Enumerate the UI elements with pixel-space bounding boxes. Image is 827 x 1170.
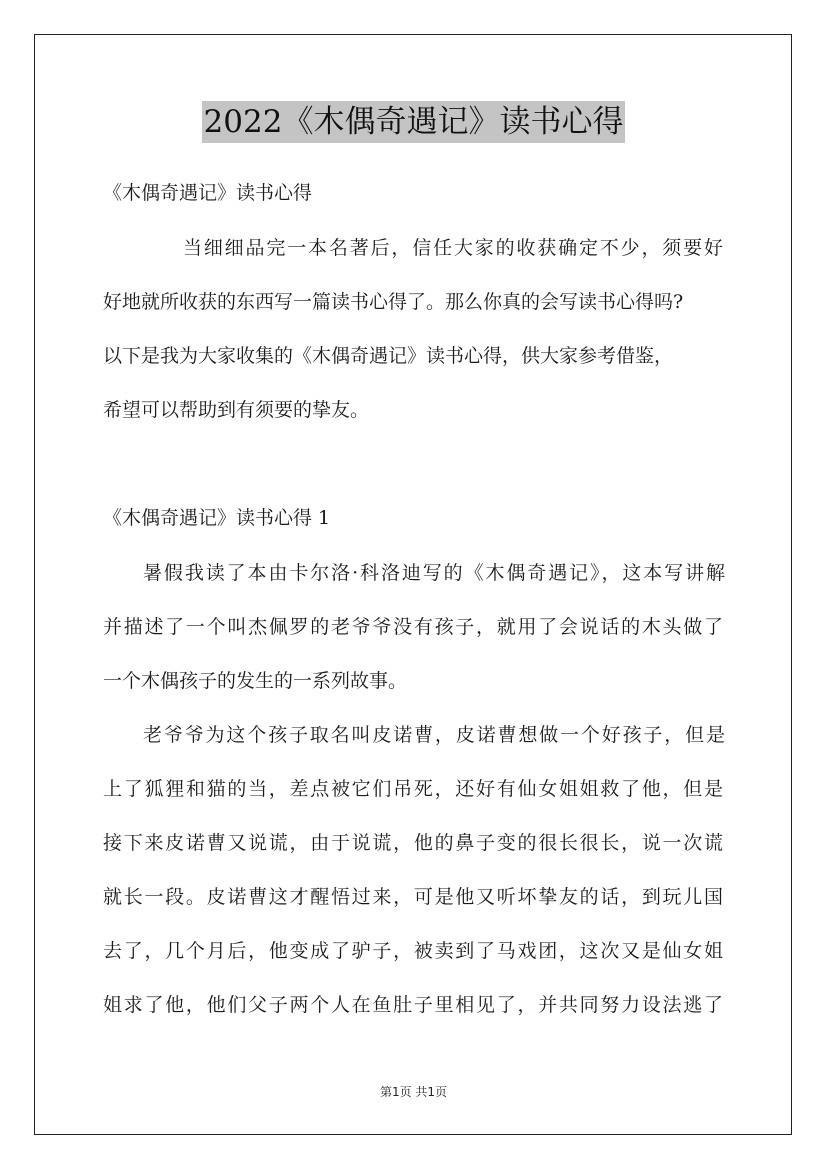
paragraph-line: 上了狐狸和猫的当，差点被它们吊死，还好有仙女姐姐救了他，但是 — [103, 778, 723, 800]
paragraph-line: 希望可以帮助到有须要的挚友。 — [103, 399, 370, 421]
paragraph-line: 以下是我为大家收集的《木偶奇遇记》读书心得，供大家参考借鉴， — [103, 345, 674, 367]
paragraph-line: 去了，几个月后，他变成了驴子，被卖到了马戏团，这次又是仙女姐 — [103, 940, 723, 962]
paragraph-line: 好地就所收获的东西写一篇读书心得了。那么你真的会写读书心得吗? — [103, 291, 684, 313]
paragraph-line: 姐求了他，他们父子两个人在鱼肚子里相见了，并共同努力设法逃了 — [103, 994, 723, 1016]
paragraph-line: 老爷爷为这个孩子取名叫皮诺曹，皮诺曹想做一个好孩子，但是 — [143, 724, 725, 746]
paragraph-line: 当细细品完一本名著后，信任大家的收获确定不少，须要好 — [183, 237, 723, 259]
paragraph-line: 就长一段。皮诺曹这才醒悟过来，可是他又听坏挚友的话，到玩儿国 — [103, 886, 723, 908]
document-title: 2022《木偶奇遇记》读书心得 — [202, 101, 626, 143]
paragraph-line: 暑假我读了本由卡尔洛·科洛迪写的《木偶奇遇记》，这本写讲解 — [143, 562, 725, 584]
title-container — [0, 101, 827, 143]
section-heading: 《木偶奇遇记》读书心得 — [103, 182, 313, 204]
paragraph-line: 并描述了一个叫杰佩罗的老爷爷没有孩子，就用了会说话的木头做了 — [103, 616, 723, 638]
paragraph-line: 接下来皮诺曹又说谎，由于说谎，他的鼻子变的很长很长，说一次谎 — [103, 832, 723, 854]
section-heading: 《木偶奇遇记》读书心得 1 — [103, 507, 331, 529]
paragraph-line: 一个木偶孩子的发生的一系列故事。 — [103, 670, 408, 692]
page-footer: 第1页 共1页 — [379, 1085, 448, 1099]
